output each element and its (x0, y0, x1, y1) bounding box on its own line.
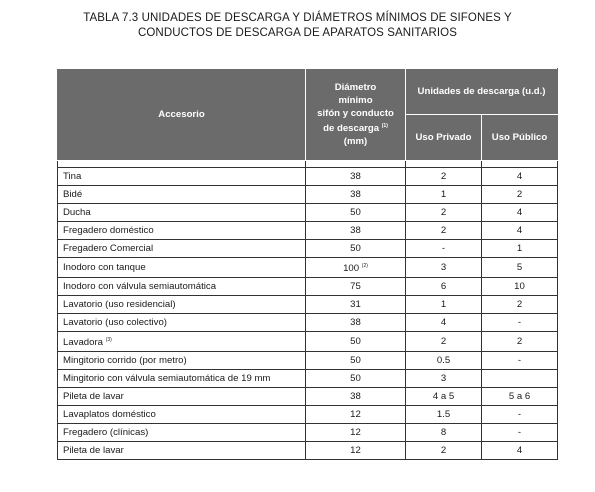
cell-diametro: 12 (306, 442, 406, 460)
cell-uso-publico: 4 (482, 442, 558, 460)
cell-uso-privado: 2 (406, 222, 482, 240)
cell-uso-publico: 4 (482, 168, 558, 186)
cell-accesorio: Lavaplatos doméstico (58, 406, 306, 424)
cell-uso-privado: 3 (406, 370, 482, 388)
title-line-2: CONDUCTOS DE DESCARGA DE APARATOS SANITARIOS (137, 27, 457, 39)
header-unidades: Unidades de descarga (u.d.) (406, 69, 558, 115)
cell-uso-privado: 1 (406, 296, 482, 314)
drainage-units-table (57, 68, 558, 460)
cell-uso-privado: 2 (406, 442, 482, 460)
cell-uso-publico: 4 (482, 222, 558, 240)
cell-accesorio: Pileta de lavar (58, 442, 306, 460)
table-row (58, 388, 558, 406)
cell-uso-publico: 2 (482, 186, 558, 204)
note-marker: (1) (381, 123, 388, 129)
cell-accesorio: Fregadero Comercial (58, 240, 306, 258)
cell-diametro: 12 (306, 406, 406, 424)
cell-diametro: 75 (306, 278, 406, 296)
cell-diametro: 38 (306, 314, 406, 332)
table-row (58, 406, 558, 424)
table-row (58, 352, 558, 370)
cell-uso-privado: 2 (406, 332, 482, 352)
cell-diametro: 38 (306, 222, 406, 240)
table-title (0, 11, 595, 41)
cell-accesorio: Fregadero doméstico (58, 222, 306, 240)
cell-accesorio: Tina (58, 168, 306, 186)
cell-accesorio: Lavatorio (uso residencial) (58, 296, 306, 314)
cell-accesorio: Ducha (58, 204, 306, 222)
table-row (58, 168, 558, 186)
cell-diametro: 50 (306, 332, 406, 352)
cell-accesorio: Inodoro con tanque (58, 258, 306, 278)
note-marker: (3) (105, 337, 112, 343)
cell-uso-publico: 5 a 6 (482, 388, 558, 406)
cell-uso-privado: 1 (406, 186, 482, 204)
cell-uso-publico: - (482, 424, 558, 442)
table-row (58, 442, 558, 460)
cell-uso-publico: 1 (482, 240, 558, 258)
cell-diametro: 50 (306, 370, 406, 388)
cell-accesorio: Inodoro con válvula semiautomática (58, 278, 306, 296)
cell-diametro: 12 (306, 424, 406, 442)
table-row (58, 370, 558, 388)
header-diametro: Diámetro mínimo sifón y conducto de descarga $^{(1)}$ (mm) (306, 69, 406, 161)
cell-diametro: 38 (306, 186, 406, 204)
cell-uso-privado: - (406, 240, 482, 258)
table-row (58, 222, 558, 240)
table-row (58, 332, 558, 352)
cell-diametro: 50 (306, 204, 406, 222)
cell-uso-privado: 6 (406, 278, 482, 296)
cell-diametro: 38 (306, 388, 406, 406)
cell-uso-privado: 0.5 (406, 352, 482, 370)
cell-uso-privado: 2 (406, 168, 482, 186)
table-row (58, 424, 558, 442)
table-row (58, 278, 558, 296)
cell-uso-publico (482, 370, 558, 388)
cell-uso-privado: 3 (406, 258, 482, 278)
cell-uso-publico: - (482, 314, 558, 332)
cell-uso-publico: 2 (482, 332, 558, 352)
table-row (58, 186, 558, 204)
cell-uso-publico: 10 (482, 278, 558, 296)
cell-accesorio: Lavadora $^{(3)}$ (58, 332, 306, 352)
cell-uso-publico: - (482, 406, 558, 424)
table-row (58, 204, 558, 222)
cell-uso-privado: 8 (406, 424, 482, 442)
cell-uso-publico: 4 (482, 204, 558, 222)
header-accesorio: Accesorio (58, 69, 306, 161)
header-uso-publico: Uso Público (482, 115, 558, 161)
cell-uso-privado: 4 a 5 (406, 388, 482, 406)
table-row (58, 296, 558, 314)
spacer-row (58, 161, 558, 168)
cell-diametro: 31 (306, 296, 406, 314)
cell-diametro: 50 (306, 352, 406, 370)
table-row (58, 240, 558, 258)
cell-diametro: 50 (306, 240, 406, 258)
cell-accesorio: Mingitorio corrido (por metro) (58, 352, 306, 370)
note-marker: (2) (361, 263, 368, 269)
cell-uso-privado: 1.5 (406, 406, 482, 424)
cell-uso-publico: 5 (482, 258, 558, 278)
cell-accesorio: Mingitorio con válvula semiautomática de 19 mm (58, 370, 306, 388)
header-uso-privado: Uso Privado (406, 115, 482, 161)
title-line-1: TABLA 7.3 UNIDADES DE DESCARGA Y DIÁMETROS MÍNIMOS DE SIFONES Y (83, 12, 512, 24)
cell-accesorio: Bidé (58, 186, 306, 204)
cell-accesorio: Fregadero (clínicas) (58, 424, 306, 442)
cell-uso-publico: 2 (482, 296, 558, 314)
table-row (58, 314, 558, 332)
cell-uso-privado: 2 (406, 204, 482, 222)
cell-uso-privado: 4 (406, 314, 482, 332)
cell-diametro: 100 $^{(2)}$ (306, 258, 406, 278)
cell-accesorio: Lavatorio (uso colectivo) (58, 314, 306, 332)
cell-diametro: 38 (306, 168, 406, 186)
cell-accesorio: Pileta de lavar (58, 388, 306, 406)
table-row (58, 258, 558, 278)
cell-uso-publico: - (482, 352, 558, 370)
